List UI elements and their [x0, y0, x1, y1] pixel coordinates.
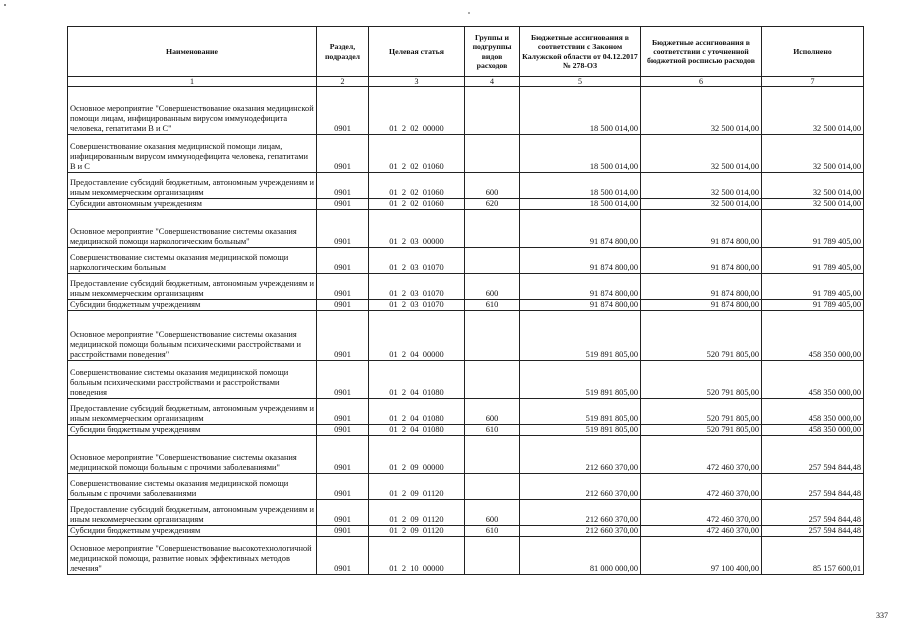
row-plan-allocation: 91 874 800,00	[641, 300, 762, 311]
row-law-allocation: 91 874 800,00	[520, 210, 641, 248]
scan-speck	[468, 12, 470, 14]
row-group: 610	[465, 526, 520, 537]
row-name: Основное мероприятие "Совершенствование системы оказания медицинской помощи наркологическим больным"	[68, 210, 317, 248]
row-name: Основное мероприятие "Совершенствование системы оказания медицинской помощи больным с прочими заболеваниями"	[68, 436, 317, 474]
row-section: 0901	[317, 135, 369, 173]
row-article: 01 2 02 01060	[369, 173, 465, 199]
row-plan-allocation: 32 500 014,00	[641, 199, 762, 210]
row-group	[465, 135, 520, 173]
row-executed: 257 594 844,48	[762, 436, 864, 474]
row-article: 01 2 03 01070	[369, 248, 465, 274]
row-section: 0901	[317, 199, 369, 210]
header-executed: Исполнено	[762, 27, 864, 77]
row-group	[465, 210, 520, 248]
scan-speck	[4, 4, 6, 6]
row-executed: 85 157 600,01	[762, 537, 864, 575]
column-number-row	[68, 77, 864, 87]
row-name: Предоставление субсидий бюджетным, автономным учреждениям и иным некоммерческим организациям	[68, 500, 317, 526]
row-article: 01 2 04 01080	[369, 399, 465, 425]
row-section: 0901	[317, 526, 369, 537]
row-section: 0901	[317, 300, 369, 311]
row-group	[465, 311, 520, 361]
column-number: 1	[68, 77, 317, 87]
table-row	[68, 500, 864, 526]
row-group: 610	[465, 425, 520, 436]
row-article: 01 2 03 01070	[369, 274, 465, 300]
row-law-allocation: 519 891 805,00	[520, 399, 641, 425]
row-group: 620	[465, 199, 520, 210]
row-name: Совершенствование системы оказания медицинской помощи больным с прочими заболеваниями	[68, 474, 317, 500]
header-name: Наименование	[68, 27, 317, 77]
page-number: 337	[876, 611, 888, 620]
table-body	[68, 87, 864, 575]
row-article: 01 2 02 00000	[369, 87, 465, 135]
column-number: 4	[465, 77, 520, 87]
row-section: 0901	[317, 311, 369, 361]
table-row	[68, 87, 864, 135]
row-executed: 91 789 405,00	[762, 210, 864, 248]
row-plan-allocation: 472 460 370,00	[641, 474, 762, 500]
row-group: 600	[465, 500, 520, 526]
header-section: Раздел, подраздел	[317, 27, 369, 77]
row-group	[465, 248, 520, 274]
row-law-allocation: 91 874 800,00	[520, 274, 641, 300]
row-law-allocation: 91 874 800,00	[520, 248, 641, 274]
row-law-allocation: 18 500 014,00	[520, 135, 641, 173]
column-number: 7	[762, 77, 864, 87]
row-section: 0901	[317, 474, 369, 500]
row-section: 0901	[317, 537, 369, 575]
row-article: 01 2 09 01120	[369, 526, 465, 537]
row-section: 0901	[317, 173, 369, 199]
row-section: 0901	[317, 274, 369, 300]
row-plan-allocation: 520 791 805,00	[641, 311, 762, 361]
row-executed: 458 350 000,00	[762, 425, 864, 436]
column-number: 5	[520, 77, 641, 87]
table-row	[68, 248, 864, 274]
row-law-allocation: 212 660 370,00	[520, 500, 641, 526]
column-number: 2	[317, 77, 369, 87]
row-law-allocation: 18 500 014,00	[520, 199, 641, 210]
row-name: Основное мероприятие "Совершенствование оказания медицинской помощи лицам, инфицированным вирусом иммунодефицита человека, гепатитами В и С"	[68, 87, 317, 135]
row-law-allocation: 212 660 370,00	[520, 436, 641, 474]
row-law-allocation: 519 891 805,00	[520, 361, 641, 399]
row-group: 600	[465, 399, 520, 425]
row-section: 0901	[317, 399, 369, 425]
row-article: 01 2 09 01120	[369, 500, 465, 526]
row-executed: 32 500 014,00	[762, 135, 864, 173]
row-article: 01 2 04 01080	[369, 361, 465, 399]
row-group: 600	[465, 274, 520, 300]
row-name: Предоставление субсидий бюджетным, автономным учреждениям и иным некоммерческим организациям	[68, 173, 317, 199]
row-article: 01 2 02 01060	[369, 199, 465, 210]
row-law-allocation: 519 891 805,00	[520, 311, 641, 361]
header-row	[68, 27, 864, 77]
row-article: 01 2 04 01080	[369, 425, 465, 436]
row-executed: 257 594 844,48	[762, 526, 864, 537]
row-name: Субсидии бюджетным учреждениям	[68, 526, 317, 537]
header-article: Целевая статья	[369, 27, 465, 77]
header-law-allocation: Бюджетные ассигнования в соответствии с Законом Калужской области от 04.12.2017 № 278-ОЗ	[520, 27, 641, 77]
row-name: Субсидии бюджетным учреждениям	[68, 425, 317, 436]
row-plan-allocation: 32 500 014,00	[641, 87, 762, 135]
row-executed: 458 350 000,00	[762, 361, 864, 399]
row-plan-allocation: 472 460 370,00	[641, 436, 762, 474]
row-executed: 32 500 014,00	[762, 87, 864, 135]
row-article: 01 2 09 01120	[369, 474, 465, 500]
row-group	[465, 537, 520, 575]
row-name: Совершенствование оказания медицинской помощи лицам, инфицированным вирусом иммунодефицита человека, гепатитами В и С	[68, 135, 317, 173]
row-article: 01 2 03 00000	[369, 210, 465, 248]
row-section: 0901	[317, 248, 369, 274]
row-executed: 257 594 844,48	[762, 474, 864, 500]
table-row	[68, 436, 864, 474]
row-name: Субсидии автономным учреждениям	[68, 199, 317, 210]
row-section: 0901	[317, 210, 369, 248]
table-row	[68, 425, 864, 436]
table-row	[68, 210, 864, 248]
row-executed: 91 789 405,00	[762, 300, 864, 311]
table-row	[68, 311, 864, 361]
row-plan-allocation: 472 460 370,00	[641, 500, 762, 526]
table-row	[68, 526, 864, 537]
table-row	[68, 135, 864, 173]
row-name: Совершенствование системы оказания медицинской помощи наркологическим больным	[68, 248, 317, 274]
row-group	[465, 474, 520, 500]
row-plan-allocation: 91 874 800,00	[641, 248, 762, 274]
row-group	[465, 361, 520, 399]
row-law-allocation: 18 500 014,00	[520, 173, 641, 199]
column-number: 6	[641, 77, 762, 87]
row-article: 01 2 09 00000	[369, 436, 465, 474]
row-law-allocation: 212 660 370,00	[520, 526, 641, 537]
row-law-allocation: 81 000 000,00	[520, 537, 641, 575]
table-row	[68, 173, 864, 199]
row-law-allocation: 91 874 800,00	[520, 300, 641, 311]
row-executed: 458 350 000,00	[762, 399, 864, 425]
row-group: 610	[465, 300, 520, 311]
row-plan-allocation: 97 100 400,00	[641, 537, 762, 575]
table-row	[68, 361, 864, 399]
table-row	[68, 399, 864, 425]
row-law-allocation: 18 500 014,00	[520, 87, 641, 135]
row-name: Основное мероприятие "Совершенствование высокотехнологичной медицинской помощи, развитие новых эффективных методов лечения"	[68, 537, 317, 575]
row-name: Субсидии бюджетным учреждениям	[68, 300, 317, 311]
header-plan-allocation: Бюджетные ассигнования в соответствии с уточненной бюджетной росписью расходов	[641, 27, 762, 77]
row-section: 0901	[317, 361, 369, 399]
table-row	[68, 300, 864, 311]
row-law-allocation: 212 660 370,00	[520, 474, 641, 500]
row-section: 0901	[317, 500, 369, 526]
row-plan-allocation: 91 874 800,00	[641, 274, 762, 300]
row-article: 01 2 04 00000	[369, 311, 465, 361]
table-row	[68, 474, 864, 500]
row-plan-allocation: 91 874 800,00	[641, 210, 762, 248]
row-plan-allocation: 520 791 805,00	[641, 361, 762, 399]
row-article: 01 2 10 00000	[369, 537, 465, 575]
row-article: 01 2 02 01060	[369, 135, 465, 173]
row-executed: 257 594 844,48	[762, 500, 864, 526]
row-section: 0901	[317, 425, 369, 436]
row-name: Совершенствование системы оказания медицинской помощи больным психическими расстройствами и расстройствами поведения	[68, 361, 317, 399]
row-executed: 458 350 000,00	[762, 311, 864, 361]
row-executed: 32 500 014,00	[762, 199, 864, 210]
row-group: 600	[465, 173, 520, 199]
table-row	[68, 274, 864, 300]
row-law-allocation: 519 891 805,00	[520, 425, 641, 436]
row-plan-allocation: 520 791 805,00	[641, 425, 762, 436]
budget-table	[67, 26, 864, 575]
row-section: 0901	[317, 436, 369, 474]
row-plan-allocation: 520 791 805,00	[641, 399, 762, 425]
column-number: 3	[369, 77, 465, 87]
row-article: 01 2 03 01070	[369, 300, 465, 311]
row-name: Предоставление субсидий бюджетным, автономным учреждениям и иным некоммерческим организациям	[68, 274, 317, 300]
header-group: Группы и подгруппы видов расходов	[465, 27, 520, 77]
row-name: Предоставление субсидий бюджетным, автономным учреждениям и иным некоммерческим организациям	[68, 399, 317, 425]
row-plan-allocation: 32 500 014,00	[641, 173, 762, 199]
row-executed: 32 500 014,00	[762, 173, 864, 199]
row-name: Основное мероприятие "Совершенствование системы оказания медицинской помощи больным психическими расстройствами и расстройствами поведения"	[68, 311, 317, 361]
row-plan-allocation: 472 460 370,00	[641, 526, 762, 537]
row-group	[465, 87, 520, 135]
row-plan-allocation: 32 500 014,00	[641, 135, 762, 173]
row-executed: 91 789 405,00	[762, 248, 864, 274]
row-executed: 91 789 405,00	[762, 274, 864, 300]
row-group	[465, 436, 520, 474]
table-row	[68, 199, 864, 210]
table-row	[68, 537, 864, 575]
row-section: 0901	[317, 87, 369, 135]
